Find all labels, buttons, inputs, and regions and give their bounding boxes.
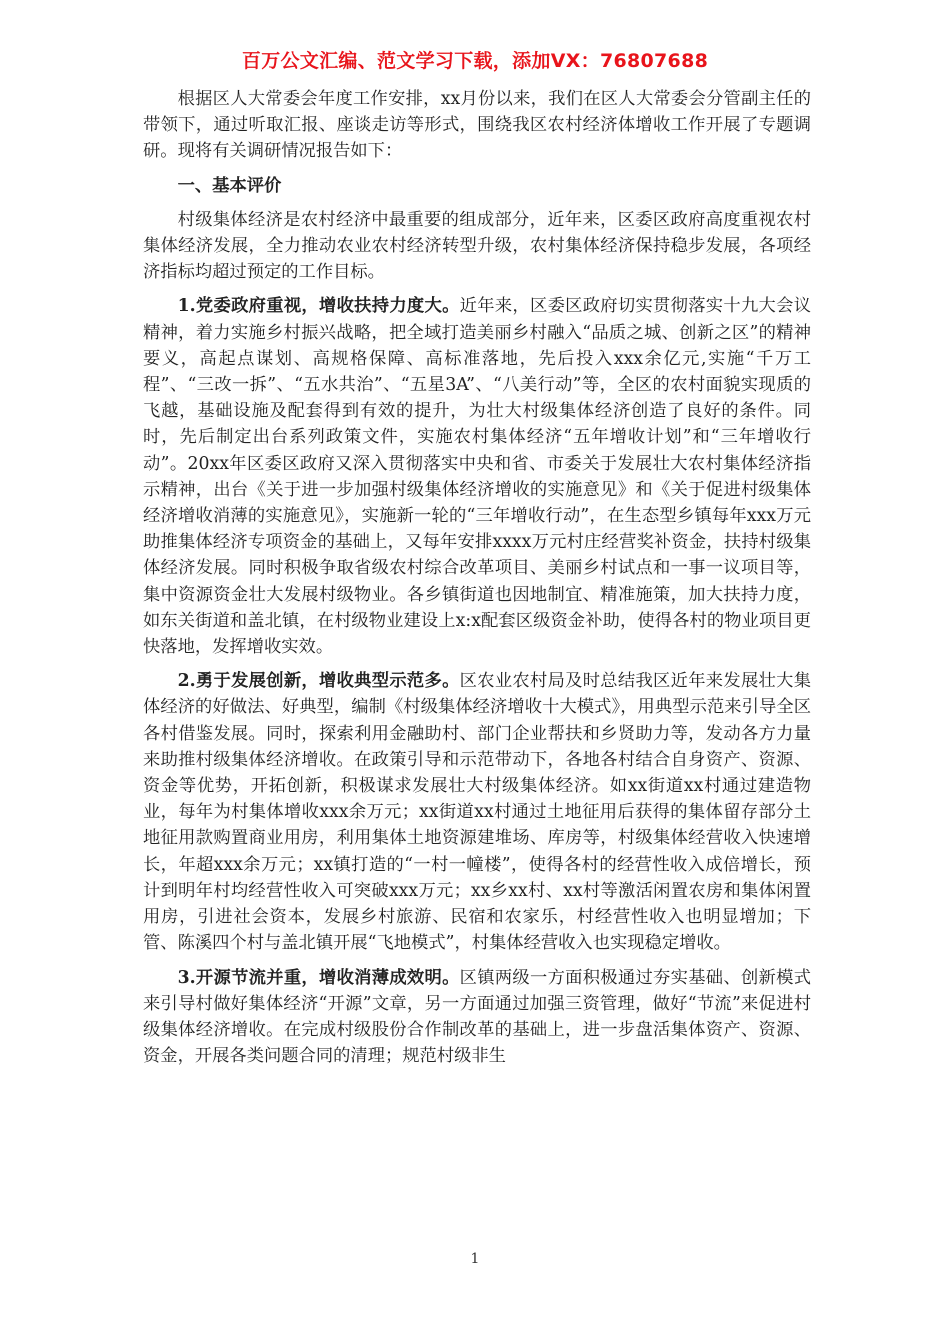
- item1-body: 近年来，区委区政府切实贯彻落实十九大会议精神，着力实施乡村振兴战略，把全域打造美丽乡村融入“品质之城、创新之区”的精神要义，高起点谋划、高规格保障、高标准落地，先后投入xxx余亿元,实施“千万工程”、“三改一拆”、“五水共治”、“五星3A”、“八美行动”等，全区的农村面貌实现质的飞越，基础设施及配套得到有效的提升，为壮大村级集体经济创造了良好的条件。同时，先后制定出台系列政策文件，实施农村集体经济“五年增收计划”和“三年增收行动”。20xx年区委区政府又深入贯彻落实中央和省、市委关于发展壮大农村集体经济指示精神，出台《关于进一步加强村级集体经济增收的实施意见》和《关于促进村级集体经济增收消薄的实施意见》，实施新一轮的“三年增收行动”，在生态型乡镇每年xxx万元助推集体经济专项资金的基础上，又每年安排xxxx万元村庄经营奖补资金，扶持村级集体经济发展。同时积极争取省级农村综合改革项目、美丽乡村试点和一事一议项目等，集中资源资金壮大发展村级物业。各乡镇街道也因地制宜、精准施策，加大扶持力度，如东关街道和盖北镇，在村级物业建设上x:x配套区级资金补助，使得各村的物业项目更快落地，发挥增收实效。: [143, 296, 811, 658]
- item2-lead: 2.勇于发展创新，增收典型示范多。: [177, 671, 460, 692]
- item1-lead: 1.党委政府重视，增收扶持力度大。: [177, 296, 460, 317]
- section1-paragraph: 村级集体经济是农村经济中最重要的组成部分，近年来，区委区政府高度重视农村集体经济发展，全力推动农业农村经济转型升级，农村集体经济保持稳步发展，各项经济指标均超过预定的工作目标。: [143, 209, 811, 283]
- intro-paragraph: 根据区人大常委会年度工作安排，xx月份以来，我们在区人大常委会分管副主任的带领下，通过听取汇报、座谈走访等形式，围绕我区农村经济体增收工作开展了专题调研。现将有关调研情况报告如下：: [143, 89, 811, 162]
- promo-banner: 百万公文汇编、范文学习下载，添加VX：76807688: [241, 50, 709, 72]
- item3-paragraph: [143, 965, 811, 1070]
- item1-paragraph: [143, 293, 811, 660]
- section-heading-basic-evaluation: 一、基本评价: [177, 175, 282, 196]
- item3-lead: 3.开源节流并重，增收消薄成效明。: [177, 967, 460, 988]
- item2-body: 区农业农村局及时总结我区近年来发展壮大集体经济的好做法、好典型，编制《村级集体经济增收十大模式》，用典型示范来引导全区各村借鉴发展。同时，探索利用金融助村、部门企业帮扶和乡贤助力等，发动各方力量来助推村级集体经济增收。在政策引导和示范带动下，各地各村结合自身资产、资源、资金等优势，开拓创新，积极谋求发展壮大村级集体经济。如xx街道xx村通过建造物业，每年为村集体增收xxx余万元；xx街道xx村通过土地征用后获得的集体留存部分土地征用款购置商业用房，利用集体土地资源建堆场、库房等，村级集体经营收入快速增长，年超xxx余万元；xx镇打造的“一村一幢楼”，使得各村的经营性收入成倍增长，预计到明年村均经营性收入可突破xxx万元；xx乡xx村、xx村等激活闲置农房和集体闲置用房，引进社会资本，发展乡村旅游、民宿和农家乐，村经营性收入也明显增加；下管、陈溪四个村与盖北镇开展“飞地模式”，村集体经营收入也实现稳定增收。: [143, 671, 811, 954]
- item3-body: 区镇两级一方面积极通过夯实基础、创新模式来引导村做好集体经济“开源”文章，另一方面通过加强三资管理，做好“节流”来促进村级集体经济增收。在完成村级股份合作制改革的基础上，进一步盘活集体资产、资源、资金，开展各类问题合同的清理；规范村级非生: [143, 967, 811, 1067]
- item2-paragraph: [143, 668, 811, 956]
- document-body: [143, 86, 811, 1069]
- page-number: 1: [470, 1251, 480, 1267]
